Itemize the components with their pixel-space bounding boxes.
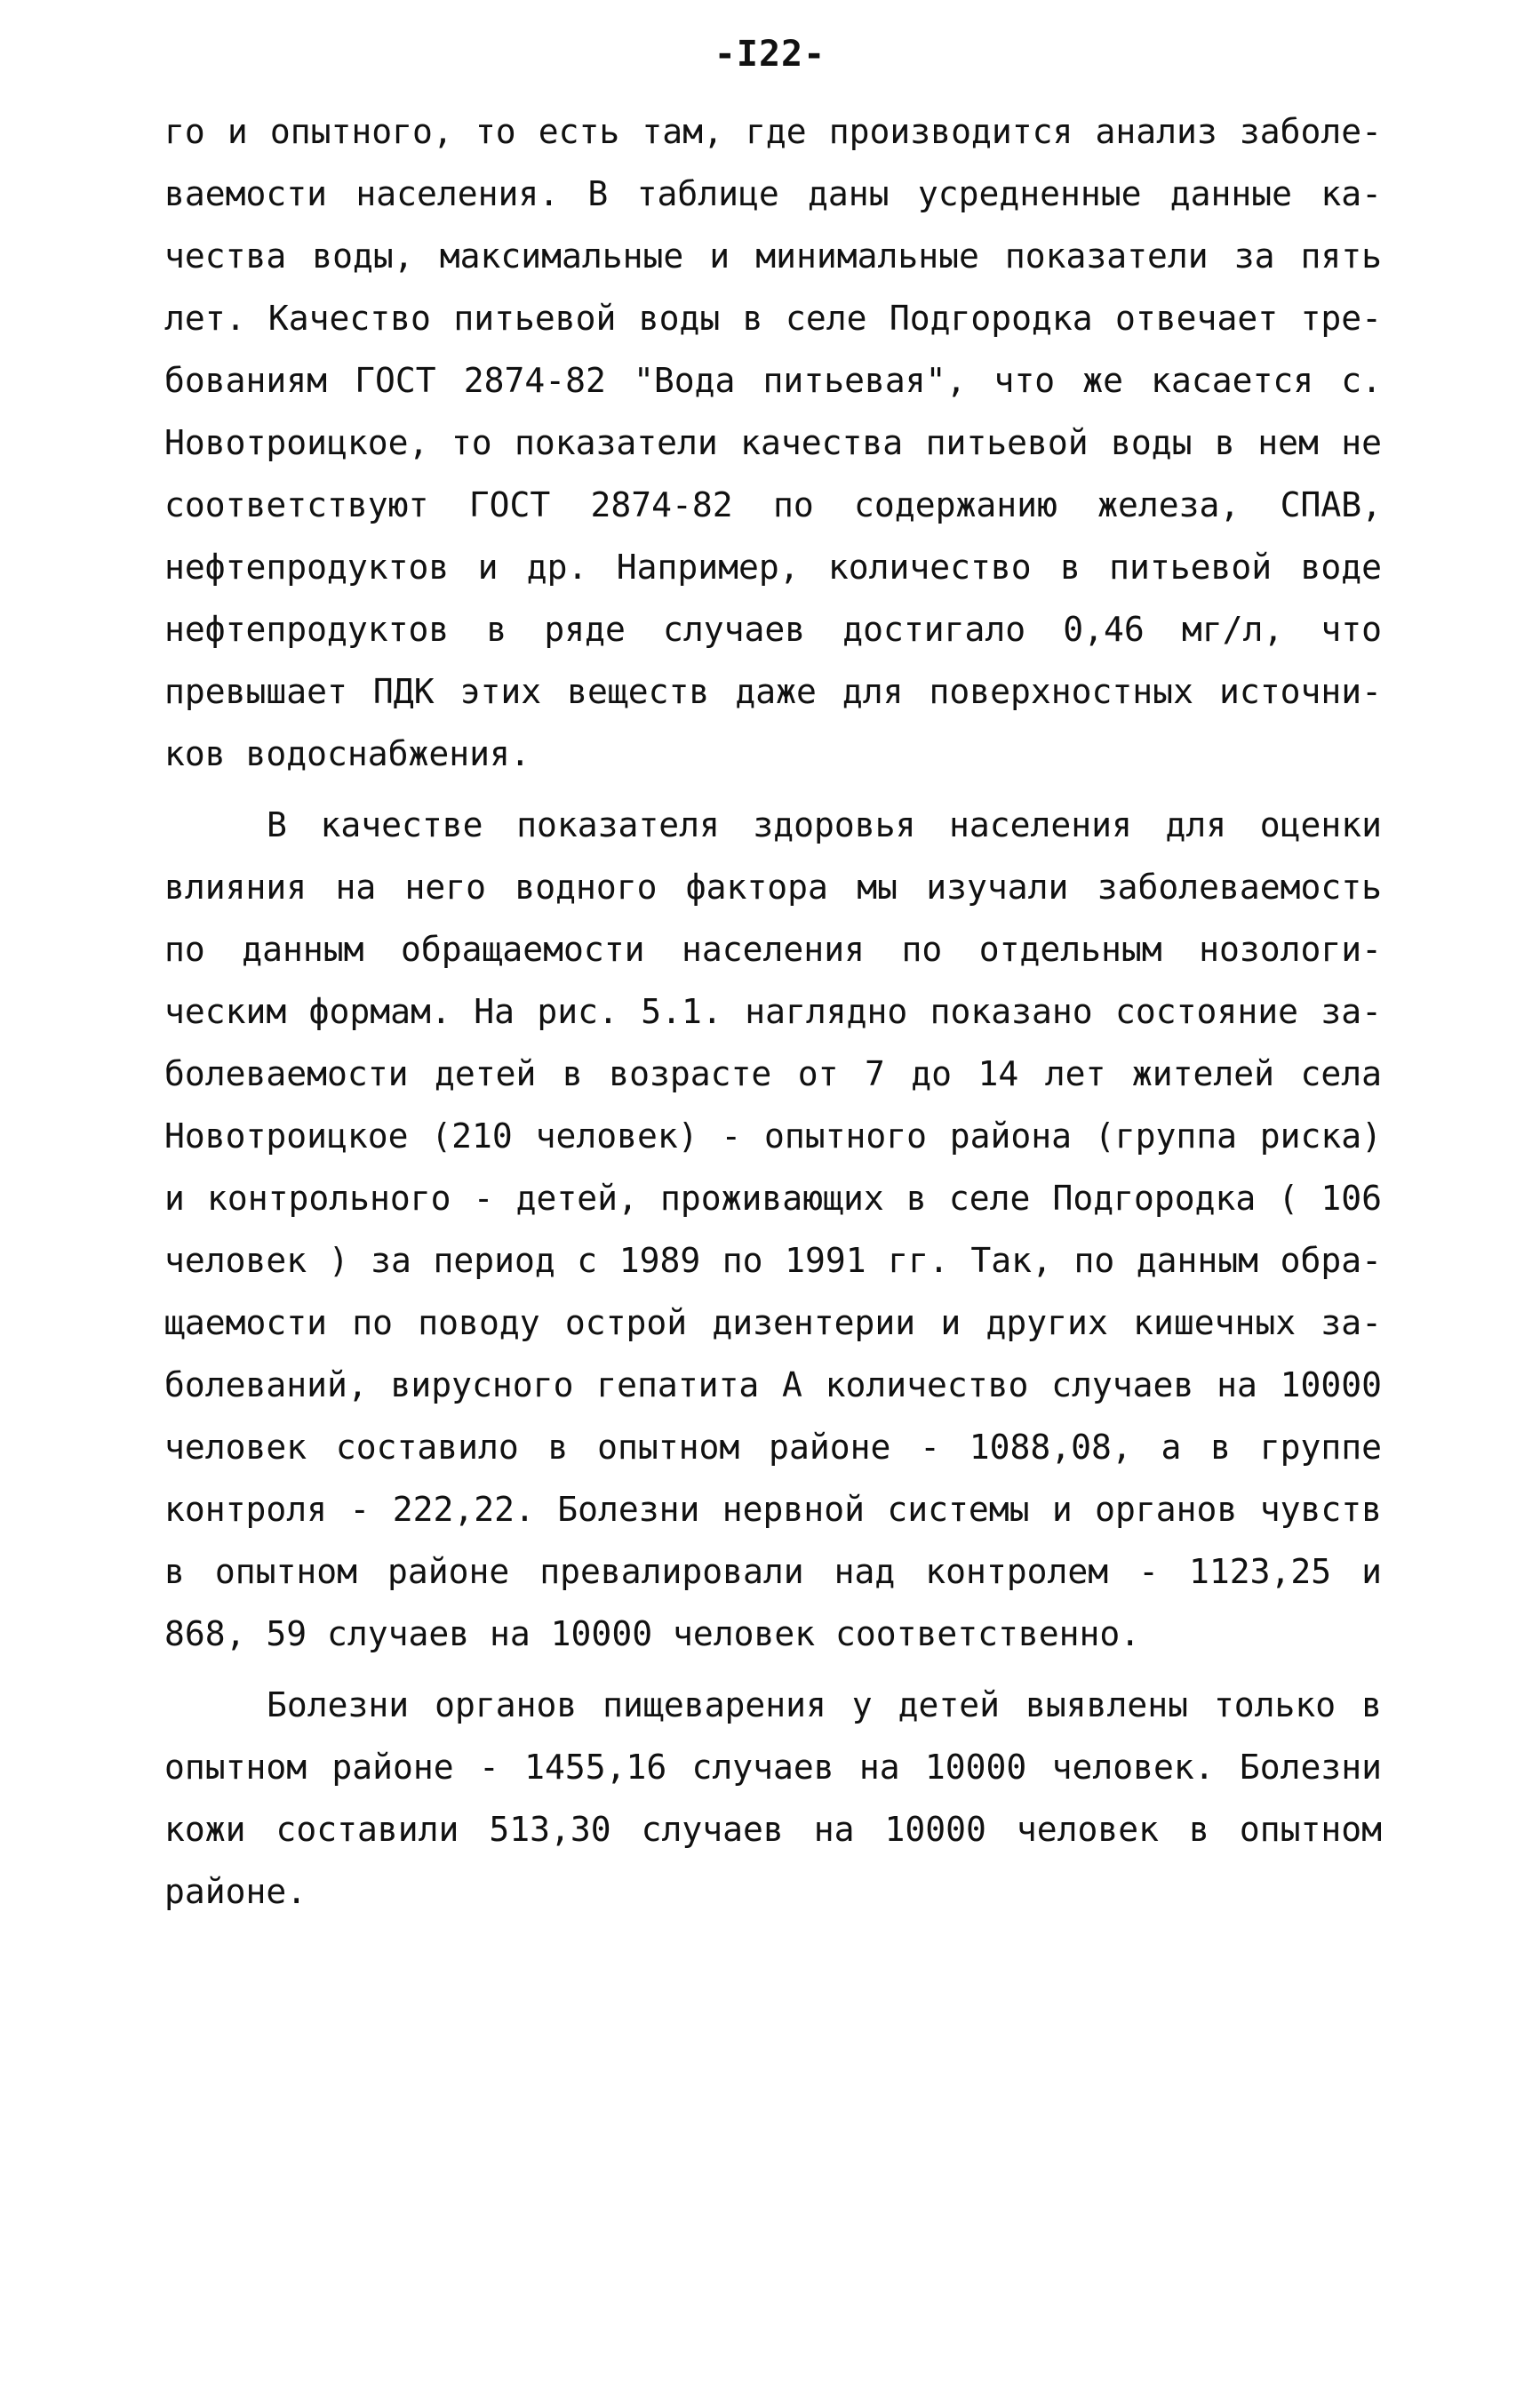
text-line: го и опытного, то есть там, где производится анализ заболе- — [164, 112, 1382, 151]
text-line: ваемости населения. В таблице даны усредненные данные ка- — [164, 174, 1382, 213]
text-line: Новотроицкое, то показатели качества питьевой воды в нем не — [164, 423, 1382, 462]
text-line: превышает ПДК этих веществ даже для поверхностных источни- — [164, 672, 1382, 711]
text-line: влияния на него водного фактора мы изучали заболеваемость — [164, 868, 1382, 907]
text-line: чества воды, максимальные и минимальные показатели за пять — [164, 236, 1382, 276]
text-line: в опытном районе превалировали над контролем - 1123,25 и — [164, 1552, 1382, 1591]
text-line: контроля - 222,22. Болезни нервной системы и органов чувств — [164, 1490, 1382, 1529]
text-line: Болезни органов пищеварения у детей выявлены только в — [267, 1685, 1382, 1724]
text-line: болеваний, вирусного гепатита А количество случаев на 10000 — [164, 1365, 1382, 1404]
text-line: щаемости по поводу острой дизентерии и других кишечных за- — [164, 1303, 1382, 1342]
text-line: нефтепродуктов в ряде случаев достигало 0,46 мг/л, что — [164, 610, 1382, 649]
text-line: В качестве показателя здоровья населения для оценки — [267, 805, 1382, 844]
text-line: районе. — [164, 1872, 307, 1911]
text-line: бованиям ГОСТ 2874-82 "Вода питьевая", что же касается с. — [164, 361, 1382, 400]
text-line: ческим формам. На рис. 5.1. наглядно показано состояние за- — [164, 992, 1382, 1031]
text-line: лет. Качество питьевой воды в селе Подгородка отвечает тре- — [164, 299, 1382, 338]
text-line: кожи составили 513,30 случаев на 10000 человек в опытном — [164, 1810, 1382, 1849]
text-line: опытном районе - 1455,16 случаев на 10000 человек. Болезни — [164, 1748, 1382, 1787]
text-line: человек ) за период с 1989 по 1991 гг. Так, по данным обра- — [164, 1241, 1382, 1280]
page-number: -I22- — [714, 34, 826, 75]
text-line: по данным обращаемости населения по отдельным нозологи- — [164, 930, 1382, 969]
text-line: нефтепродуктов и др. Например, количество в питьевой воде — [164, 548, 1382, 587]
text-line: Новотроицкое (210 человек) - опытного района (группа риска) — [164, 1116, 1382, 1156]
text-line: 868, 59 случаев на 10000 человек соответственно. — [164, 1614, 1141, 1653]
text-line: болеваемости детей в возрасте от 7 до 14 лет жителей села — [164, 1054, 1382, 1093]
text-line: человек составило в опытном районе - 1088,08, а в группе — [164, 1428, 1382, 1467]
text-line: и контрольного - детей, проживающих в селе Подгородка ( 106 — [164, 1179, 1382, 1218]
text-line: ков водоснабжения. — [164, 734, 531, 773]
text-line: соответствуют ГОСТ 2874-82 по содержанию железа, СПАВ, — [164, 485, 1382, 524]
